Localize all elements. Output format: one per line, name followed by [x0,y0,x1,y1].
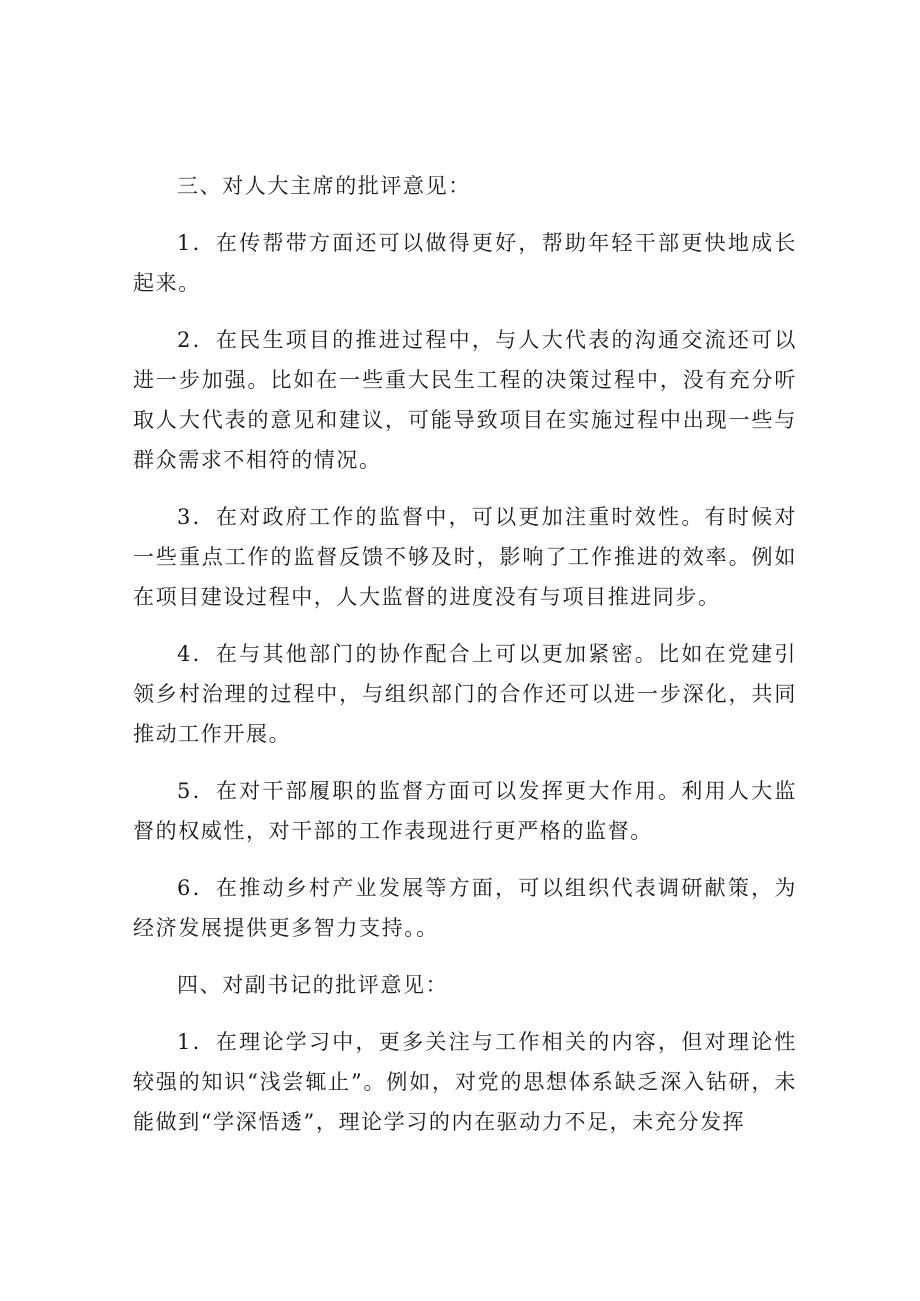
critique-item-3-2: 2．在民生项目的推进过程中，与人大代表的沟通交流还可以进一步加强。比如在一些重大民生工程的决策过程中，没有充分听取人大代表的意见和建议，可能导致项目在实施过程中出现一些与群众需求不相符的情况。 [133,328,797,472]
critique-item-3-1: 1．在传帮带方面还可以做得更好，帮助年轻干部更快地成长起来。 [133,231,797,295]
critique-item-3-6: 6．在推动乡村产业发展等方面，可以组织代表调研献策，为经济发展提供更多智力支持。。 [133,876,797,940]
critique-item-3-4: 4．在与其他部门的协作配合上可以更加紧密。比如在党建引领乡村治理的过程中，与组织部门的合作还可以进一步深化，共同推动工作开展。 [133,642,797,746]
critique-item-3-5: 5．在对干部履职的监督方面可以发挥更大作用。利用人大监督的权威性，对干部的工作表现进行更严格的监督。 [133,779,797,843]
critique-item-3-3: 3．在对政府工作的监督中，可以更加注重时效性。有时候对一些重点工作的监督反馈不够及时，影响了工作推进的效率。例如在项目建设过程中，人大监督的进度没有与项目推进同步。 [133,505,797,609]
section-heading-3: 三、对人大主席的批评意见： [177,174,471,198]
critique-item-4-1: 1．在理论学习中，更多关注与工作相关的内容，但对理论性较强的知识“浅尝辄止”。例如，对党的思想体系缺乏深入钻研，未能做到“学深悟透”，理论学习的内在驱动力不足，未充分发挥 [133,1030,797,1134]
section-heading-4: 四、对副书记的批评意见： [177,973,449,997]
document-body [133,166,797,1159]
